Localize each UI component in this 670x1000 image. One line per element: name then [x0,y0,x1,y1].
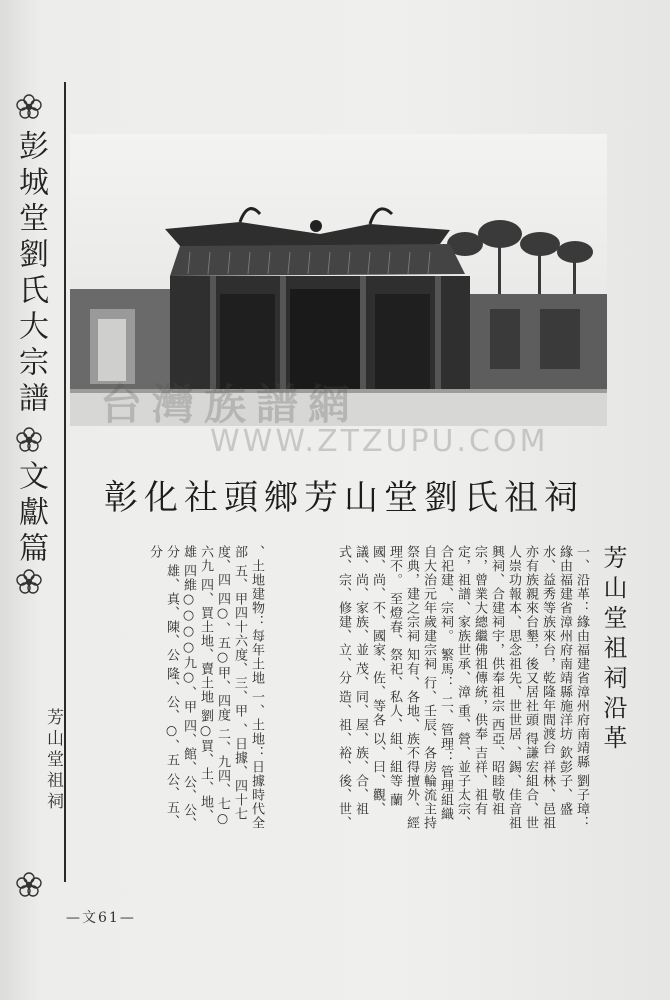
photo-caption: 彰化社頭鄉芳山堂劉氏祖祠 [104,478,584,518]
plum-blossom-icon [14,567,44,597]
text-column: 四維○○○○九○、甲 [181,564,196,715]
photo-watermark: 台灣族譜網 [100,380,361,429]
text-column: 雄、真、陳、公 [164,564,179,663]
text-column: 公、五、分 [147,545,179,829]
text-column: 西亞、昭睦敬祖宗，曾業大總繼佛祖傳統，供奉 [472,545,504,817]
text-column: 、日據、四十七度、四 [215,545,247,822]
land-records [80,545,265,835]
text-column: 、土地建物：每年土地 [249,545,264,685]
text-column: 得謙宏組合、世人崇功報本、思念祖先、世世居 [506,545,538,831]
plum-blossom-icon [14,92,44,122]
text-column: 以、曰、觀、議、尚、家族、並 [353,545,385,817]
text-column: 四、買土地、賣土地 [198,578,213,705]
text-column: 二、管理：管理組織自大治元年歲建宗祠 [421,545,453,822]
text-column: 知有、各地、族不得擅外、經理不。 [387,545,419,831]
plum-blossom-icon [14,425,44,455]
book-title: 彭城堂劉氏大宗譜 [13,130,48,418]
text-column: 茂、同、屋、族、合、祖 [353,662,368,817]
watermark-url: WWW.ZTZUPU.COM [210,424,549,459]
text-column: 一、沿革：緣由福建省漳州府南靖縣 [574,545,589,769]
text-column: 劉○買、土、地、雄 [181,545,213,824]
text-column: 式、宗、修建、立、分 [336,545,351,685]
text-column: 吉祥、祖有定，祖譜、家族世承、漳 [455,545,487,817]
text-column: 、錫、佳音祖興祠、合建祠宇，供奉祖宗 [489,545,521,831]
left-margin [0,0,66,1000]
text-column: 劉子璋：緣由福建省漳州府南靖縣施洋坊 [557,545,589,831]
text-column: 行、壬辰、各房輪流主持祭典，建之宗祠 [404,545,436,831]
text-column: 四○、五○甲、四度 [215,592,230,723]
text-column: 繁馬： [438,648,453,691]
text-column: 一、土地：日據時代全部 [232,545,264,831]
section-title: 文獻篇 [13,460,48,568]
text-column: 隆、公、○、五 [164,667,179,768]
article-title: 芳山堂祖祠沿革 [599,545,627,755]
page-number: —文61— [66,910,136,926]
plum-blossom-icon [14,870,44,900]
text-column: 四、館、公、公、分 [164,545,196,832]
text-column: 祥林、邑祖亦有族親來台墾，後又居社頭 [523,545,555,831]
text-column: 重、營、並子太宗、合祀建、宗祠。 [438,545,470,831]
text-column: 蘭國、尚、不、國家、佐、等各 [370,545,402,808]
text-column: 至燈春、祭祀、私人、組、組等 [387,592,402,789]
text-column: 造、祖、裕、後、世、 [336,690,351,831]
text-column: 二、九四、七○六九 [198,545,230,828]
sidebar-caption: 芳山堂祖祠 [43,708,63,813]
text-column: 欽彭子、盛水、益秀等族來台，乾隆年間渡台 [540,545,572,817]
article-body [270,545,590,835]
text-column: 五、甲四十六度、三、甲 [232,564,247,719]
